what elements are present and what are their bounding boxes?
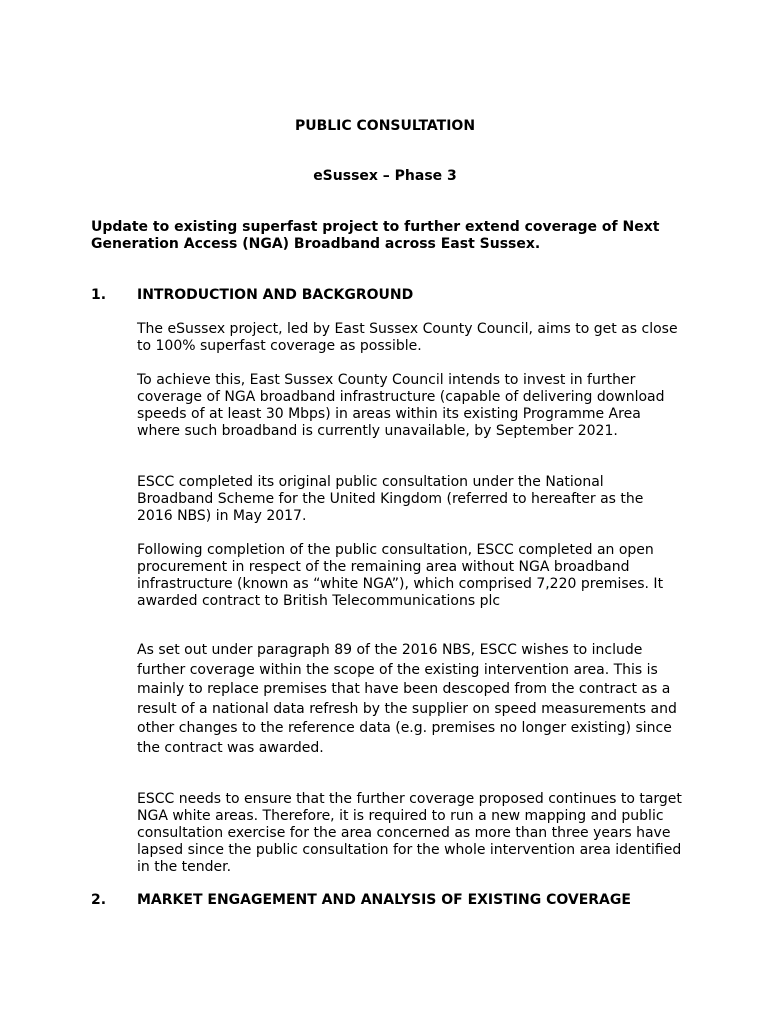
document-subtitle: eSussex – Phase 3	[313, 168, 457, 184]
section-2-heading: MARKET ENGAGEMENT AND ANALYSIS OF EXISTING COVERAGE	[137, 892, 631, 908]
section-2-number: 2.	[91, 892, 107, 908]
section-1-paragraph-5: As set out under paragraph 89 of the 2016 NBS, ESCC wishes to include further coverage within the scope of the existing intervention area. This is mainly to replace premises that have been descoped from the contract as a result of a national data refresh by the supplier on speed measurements and other changes to the reference data (e.g. premises no longer existing) since the contract was awarded.	[137, 642, 677, 756]
section-1-number: 1.	[91, 287, 107, 303]
section-1-paragraph-3: ESCC completed its original public consultation under the National Broadband Scheme for the United Kingdom (referred to hereafter as the 2016 NBS) in May 2017.	[137, 474, 644, 524]
document-subject: Update to existing superfast project to further extend coverage of Next Generation Access (NGA) Broadband across East Sussex.	[91, 219, 660, 252]
document-title: PUBLIC CONSULTATION	[294, 118, 476, 134]
section-1-paragraph-2: To achieve this, East Sussex County Council intends to invest in further coverage of NGA broadband infrastructure (capable of delivering download speeds of at least 30 Mbps) in areas within its existing Programme Area where such broadband is currently unavailable, by September 2021.	[137, 372, 665, 439]
section-1-heading: INTRODUCTION AND BACKGROUND	[137, 287, 414, 303]
section-1-paragraph-1: The eSussex project, led by East Sussex County Council, aims to get as close to 100% superfast coverage as possible.	[137, 321, 678, 354]
section-1-paragraph-6: ESCC needs to ensure that the further coverage proposed continues to target NGA white areas. Therefore, it is required to run a new mapping and public consultation exercise for the area concerned as more than three years have lapsed since the public consultation for the whole intervention area identified in the tender.	[137, 791, 682, 875]
section-1-paragraph-4: Following completion of the public consultation, ESCC completed an open procurement in respect of the remaining area without NGA broadband infrastructure (known as “white NGA”), which comprised 7,220 premises. It awarded contract to British Telecommunications plc	[137, 542, 664, 609]
